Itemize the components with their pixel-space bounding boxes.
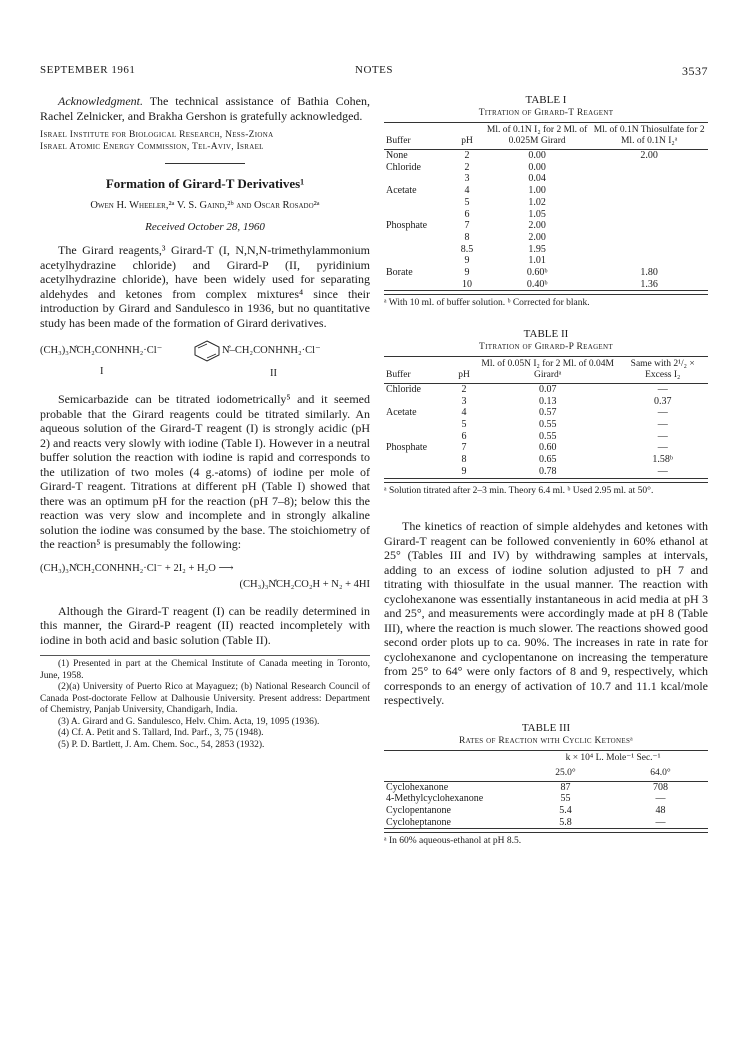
table-cell: 2.00 bbox=[640, 150, 658, 161]
table-cell: 6 bbox=[464, 208, 470, 220]
table-cell: 0.40ᵇ bbox=[526, 278, 548, 290]
table-cell: None bbox=[386, 150, 408, 161]
table-cell: Borate bbox=[386, 267, 413, 279]
table-cell: 8.5 bbox=[460, 243, 474, 255]
table-cell: 708 bbox=[653, 781, 668, 793]
table-cell: 5 bbox=[464, 196, 470, 208]
table-2 bbox=[384, 328, 708, 497]
table-cell: — bbox=[655, 816, 666, 828]
acknowledgment-heading: Acknowledgment. bbox=[58, 94, 143, 108]
table-cell: 1.58ᵇ bbox=[652, 454, 673, 466]
paragraph-intro: The Girard reagents,³ Girard-T (I, N,N,N-trimethylammonium acetylhydrazine chloride) and Girard-P (II, pyridinium acetylhydrazine chloride), have been widely used for separating aldehydes and ketones from complex mixtures⁴ since their introduction by Girard and Sandulesco in 1936, but no quantitative study has been made of the formation of Girard derivatives. bbox=[40, 243, 370, 330]
table-cell: Cyclohexanone bbox=[386, 781, 449, 793]
table-row bbox=[384, 267, 708, 279]
table-1-title: Titration of Girard-T Reagent bbox=[478, 108, 614, 118]
table-row bbox=[384, 244, 708, 256]
table-2-header-buffer: Buffer bbox=[386, 369, 411, 380]
table-row bbox=[384, 442, 708, 454]
article-authors: Owen H. Wheeler,²ᵃ V. S. Gaind,²ᵇ and Oscar Rosado²ᵃ bbox=[90, 200, 320, 211]
table-cell bbox=[384, 255, 450, 267]
table-cell bbox=[590, 197, 708, 209]
running-header bbox=[40, 64, 708, 80]
footnote-4: (4) Cf. A. Petit and S. Tallard, Ind. Parf., 3, 75 (1948). bbox=[58, 728, 264, 738]
table-row bbox=[384, 466, 708, 478]
section-divider bbox=[165, 163, 245, 164]
table-cell: 2 bbox=[464, 161, 470, 173]
footnote-2: (2)(a) University of Puerto Rico at Mayaguez; (b) National Research Council of Canada Post-doctorate Fellow at Dalhousie University. Present address: Department of Chemistry, Panjab University, Chandigarh, India. bbox=[40, 682, 370, 715]
table-3-header-compound bbox=[384, 766, 518, 782]
table-cell: 4 bbox=[464, 185, 470, 197]
table-2-grid bbox=[384, 356, 708, 479]
table-cell bbox=[590, 173, 708, 185]
table-cell: 3 bbox=[461, 395, 467, 407]
table-2-note: ᵃ Solution titrated after 2–3 min. Theory 6.4 ml. ᵇ Used 2.95 ml. at 50°. bbox=[384, 482, 708, 498]
table-cell: 0.65 bbox=[538, 454, 557, 466]
table-cell bbox=[384, 431, 450, 443]
table-cell: 0.60 bbox=[538, 442, 557, 454]
structure-formulas bbox=[40, 340, 370, 386]
table-cell bbox=[590, 220, 708, 232]
table-row bbox=[384, 431, 708, 443]
footnote-3: (3) A. Girard and G. Sandulesco, Helv. Chim. Acta, 19, 1095 (1936). bbox=[58, 716, 320, 727]
table-cell: 6 bbox=[461, 430, 467, 442]
table-row bbox=[384, 805, 708, 817]
table-cell: 1.80 bbox=[640, 267, 658, 279]
table-cell: 4-Methylcyclohexanone bbox=[386, 793, 484, 805]
table-cell: Cycloheptanone bbox=[386, 816, 451, 828]
table-row bbox=[384, 185, 708, 197]
table-2-header-ph: pH bbox=[458, 369, 470, 380]
table-cell: 7 bbox=[464, 220, 470, 232]
table-3-header-64: 64.0° bbox=[650, 767, 671, 778]
table-cell: — bbox=[657, 442, 668, 454]
table-cell bbox=[384, 396, 450, 408]
table-cell: — bbox=[657, 465, 668, 477]
acknowledgment bbox=[40, 94, 370, 123]
table-cell: — bbox=[657, 430, 668, 442]
table-cell: 0.37 bbox=[653, 395, 672, 407]
table-row bbox=[384, 197, 708, 209]
table-row bbox=[384, 454, 708, 466]
equation-line-2: (CH₃)₃N̊CH₂CO₂H + N₂ + 4HI bbox=[239, 578, 370, 590]
table-2-header-iodine: Ml. of 0.05N I₂ for 2 Ml. of 0.04M Girardᵃ bbox=[481, 358, 614, 380]
table-cell: 9 bbox=[464, 267, 470, 279]
equation-line-1: (CH₃)₃N̊CH₂CONHNH₂·Cl⁻ + 2I₂ + H₂O ⟶ bbox=[40, 562, 234, 574]
table-row bbox=[384, 781, 708, 793]
table-cell: Acetate bbox=[386, 185, 417, 197]
table-cell bbox=[590, 255, 708, 267]
table-cell: 87 bbox=[560, 781, 571, 793]
formula-label-i: I bbox=[100, 366, 104, 377]
table-cell: 1.00 bbox=[528, 185, 546, 197]
table-cell: 4 bbox=[461, 407, 467, 419]
table-row bbox=[384, 232, 708, 244]
table-cell: — bbox=[657, 383, 668, 395]
header-section: NOTES bbox=[355, 64, 393, 76]
table-2-header-excess: Same with 2¹/₂ × Excess I₂ bbox=[630, 358, 695, 380]
table-2-title: Titration of Girard-P Reagent bbox=[479, 341, 613, 352]
table-cell bbox=[384, 197, 450, 209]
table-1-header-ph: pH bbox=[461, 136, 473, 146]
table-cell bbox=[590, 209, 708, 221]
table-1-header-buffer: Buffer bbox=[386, 136, 411, 146]
paragraph-kinetics: The kinetics of reaction of simple aldehydes and ketones with Girard-T reagent can be followed conveniently in 60% ethanol at 25° (Tables III and IV) by withdrawing samples at intervals, adding to an excess of iodine solution adjusted to pH 7 and titrating with thiosulfate in the usual manner. The reaction with cyclohexanone was essentially instantaneous in acid media at pH 3 and 25°, and measurements were accordingly made at pH 8 (Table III), where the reaction is much slower. The reactions showed good second order plots up to ca. 90%. The increases in rate in rate for cyclohexanone and cyclopentanone on increasing the temperature from 25° to 64° were only factors of 8 and 9, respectively, which corresponds to an energy of activation of 10.7 and 11.1 kcal/mole respectively. bbox=[384, 519, 708, 708]
table-cell: Acetate bbox=[386, 407, 417, 419]
table-3 bbox=[384, 722, 708, 848]
table-3-header-group: k × 10⁴ L. Mole⁻¹ Sec.⁻¹ bbox=[565, 752, 661, 763]
table-1-header-iodine: Ml. of 0.1N I₂ for 2 Ml. of 0.025M Girard bbox=[486, 125, 588, 146]
formula-girard-t: (CH₃)₃N̊CH₂CONHNH₂·Cl⁻ bbox=[40, 345, 163, 356]
table-row bbox=[384, 817, 708, 829]
table-cell: Phosphate bbox=[386, 442, 428, 454]
table-cell: Phosphate bbox=[386, 220, 428, 232]
formula-girard-p: N̊–CH₂CONHNH₂·Cl⁻ bbox=[222, 345, 321, 356]
table-cell: 2 bbox=[461, 383, 467, 395]
right-column bbox=[384, 94, 708, 848]
table-row bbox=[384, 220, 708, 232]
table-cell bbox=[590, 244, 708, 256]
table-cell: 9 bbox=[464, 255, 470, 267]
affiliation-2: Israel Atomic Energy Commission, Tel-Aviv, Israel bbox=[40, 142, 264, 152]
table-cell: 1.95 bbox=[528, 243, 546, 255]
table-cell bbox=[590, 185, 708, 197]
table-cell: 10 bbox=[462, 278, 472, 290]
footnote-5: (5) P. D. Bartlett, J. Am. Chem. Soc., 54, 2853 (1932). bbox=[58, 739, 265, 750]
paragraph-girard-p: Although the Girard-T reagent (I) can be readily determined in this manner, the Girard-P reagent (II) reacted incompletely with iodine in both acid and basic solution (Table II). bbox=[40, 603, 370, 647]
footnotes bbox=[40, 655, 370, 751]
table-row bbox=[384, 396, 708, 408]
article-title: Formation of Girard-T Derivatives¹ bbox=[105, 176, 305, 191]
table-cell: 1.01 bbox=[528, 255, 546, 267]
table-row bbox=[384, 209, 708, 221]
table-cell bbox=[384, 209, 450, 221]
table-cell: 0.04 bbox=[528, 173, 546, 185]
table-cell: Cyclopentanone bbox=[386, 804, 451, 816]
table-cell: 9 bbox=[461, 465, 467, 477]
table-cell: 3 bbox=[464, 173, 470, 185]
table-cell: 1.02 bbox=[528, 196, 546, 208]
table-cell: 5.4 bbox=[559, 804, 572, 816]
table-cell bbox=[384, 244, 450, 256]
table-cell bbox=[590, 162, 708, 174]
reaction-equation bbox=[40, 560, 370, 596]
table-1-note: ᵃ With 10 ml. of buffer solution. ᵇ Corrected for blank. bbox=[384, 294, 708, 310]
footnote-1: (1) Presented in part at the Chemical Institute of Canada meeting in Toronto, June, 1958. bbox=[40, 659, 370, 681]
affiliation-1: Israel Institute for Biological Research, Ness-Ziona bbox=[40, 130, 274, 140]
table-3-note: ᵃ In 60% aqueous-ethanol at pH 8.5. bbox=[384, 832, 708, 848]
table-cell bbox=[384, 419, 450, 431]
table-cell: 5 bbox=[461, 419, 467, 431]
table-cell: Chloride bbox=[386, 161, 421, 173]
affiliations bbox=[40, 129, 370, 153]
received-date: Received October 28, 1960 bbox=[145, 221, 265, 233]
table-cell: 0.55 bbox=[538, 419, 557, 431]
table-cell: 0.00 bbox=[528, 161, 546, 173]
table-row bbox=[384, 407, 708, 419]
table-3-title: Rates of Reaction with Cyclic Ketonesᵃ bbox=[458, 735, 634, 746]
table-cell: 1.36 bbox=[640, 278, 658, 290]
table-row bbox=[384, 150, 708, 162]
table-cell: — bbox=[657, 407, 668, 419]
table-cell: 0.60ᵇ bbox=[526, 267, 548, 279]
table-cell: 8 bbox=[464, 231, 470, 243]
table-cell bbox=[384, 466, 450, 478]
table-cell: 7 bbox=[461, 442, 467, 454]
table-row bbox=[384, 383, 708, 395]
table-cell: 0.57 bbox=[538, 407, 557, 419]
table-row bbox=[384, 173, 708, 185]
table-cell: 2.00 bbox=[528, 220, 546, 232]
table-cell: Chloride bbox=[386, 383, 421, 395]
table-cell: — bbox=[657, 419, 668, 431]
table-cell bbox=[384, 279, 450, 291]
acknowledgment-text: The technical assistance of Bathia Cohen, Rachel Zelnicker, and Brakha Gershon is gratefully acknowledged. bbox=[40, 94, 370, 123]
table-1 bbox=[384, 94, 708, 310]
table-cell: 1.05 bbox=[528, 208, 546, 220]
formula-label-ii: II bbox=[270, 368, 277, 379]
table-cell: — bbox=[655, 793, 666, 805]
table-cell: 2.00 bbox=[528, 231, 546, 243]
table-row bbox=[384, 162, 708, 174]
table-cell: 2 bbox=[464, 150, 470, 161]
pyridine-ring-icon bbox=[192, 340, 222, 362]
table-cell: 0.13 bbox=[538, 395, 557, 407]
table-3-caption: TABLE III bbox=[521, 721, 571, 734]
table-1-grid bbox=[384, 122, 708, 291]
table-row bbox=[384, 255, 708, 267]
table-1-header-thiosulfate: Ml. of 0.1N Thiosulfate for 2 Ml. of 0.1N I₂ᵃ bbox=[593, 125, 705, 146]
table-row bbox=[384, 419, 708, 431]
table-3-grid bbox=[384, 750, 708, 830]
table-cell: 0.07 bbox=[538, 383, 557, 395]
table-cell: 0.78 bbox=[538, 465, 557, 477]
table-cell: 0.55 bbox=[538, 430, 557, 442]
table-cell bbox=[384, 173, 450, 185]
table-3-header-25: 25.0° bbox=[555, 767, 576, 778]
paragraph-titration: Semicarbazide can be titrated iodometrically⁵ and it seemed probable that the Girard reagents could be titrated similarly. An aqueous solution of the Girard-T reagent (I) is strongly acidic (pH 2) and reacts very slowly with iodine (Table I). However in a neutral buffer solution the reaction with iodine is rapid and corresponds to the utilization of two moles (4 g.-atoms) of iodine per mole of Girard-T reagent. Titrations at different pH (Table I) showed that there was an optimum pH for the reaction (pH 7–8); below this the reaction was very slow and incomplete and in strongly alkaline solution the iodine was consumed by the base. The stoichiometry of the reaction⁵ is presumably the following: bbox=[40, 392, 370, 551]
table-cell: 0.00 bbox=[528, 150, 546, 161]
table-2-caption: TABLE II bbox=[523, 327, 569, 340]
table-cell bbox=[384, 454, 450, 466]
header-date: SEPTEMBER 1961 bbox=[40, 64, 136, 76]
table-row bbox=[384, 279, 708, 291]
header-page-number: 3537 bbox=[682, 64, 708, 78]
table-cell bbox=[590, 232, 708, 244]
table-cell: 48 bbox=[655, 804, 666, 816]
table-cell: 8 bbox=[461, 454, 467, 466]
left-column bbox=[40, 94, 370, 751]
table-cell: 5.8 bbox=[559, 816, 572, 828]
table-cell: 55 bbox=[560, 793, 571, 805]
table-cell bbox=[384, 232, 450, 244]
table-row bbox=[384, 793, 708, 805]
table-1-caption: TABLE I bbox=[525, 94, 567, 106]
